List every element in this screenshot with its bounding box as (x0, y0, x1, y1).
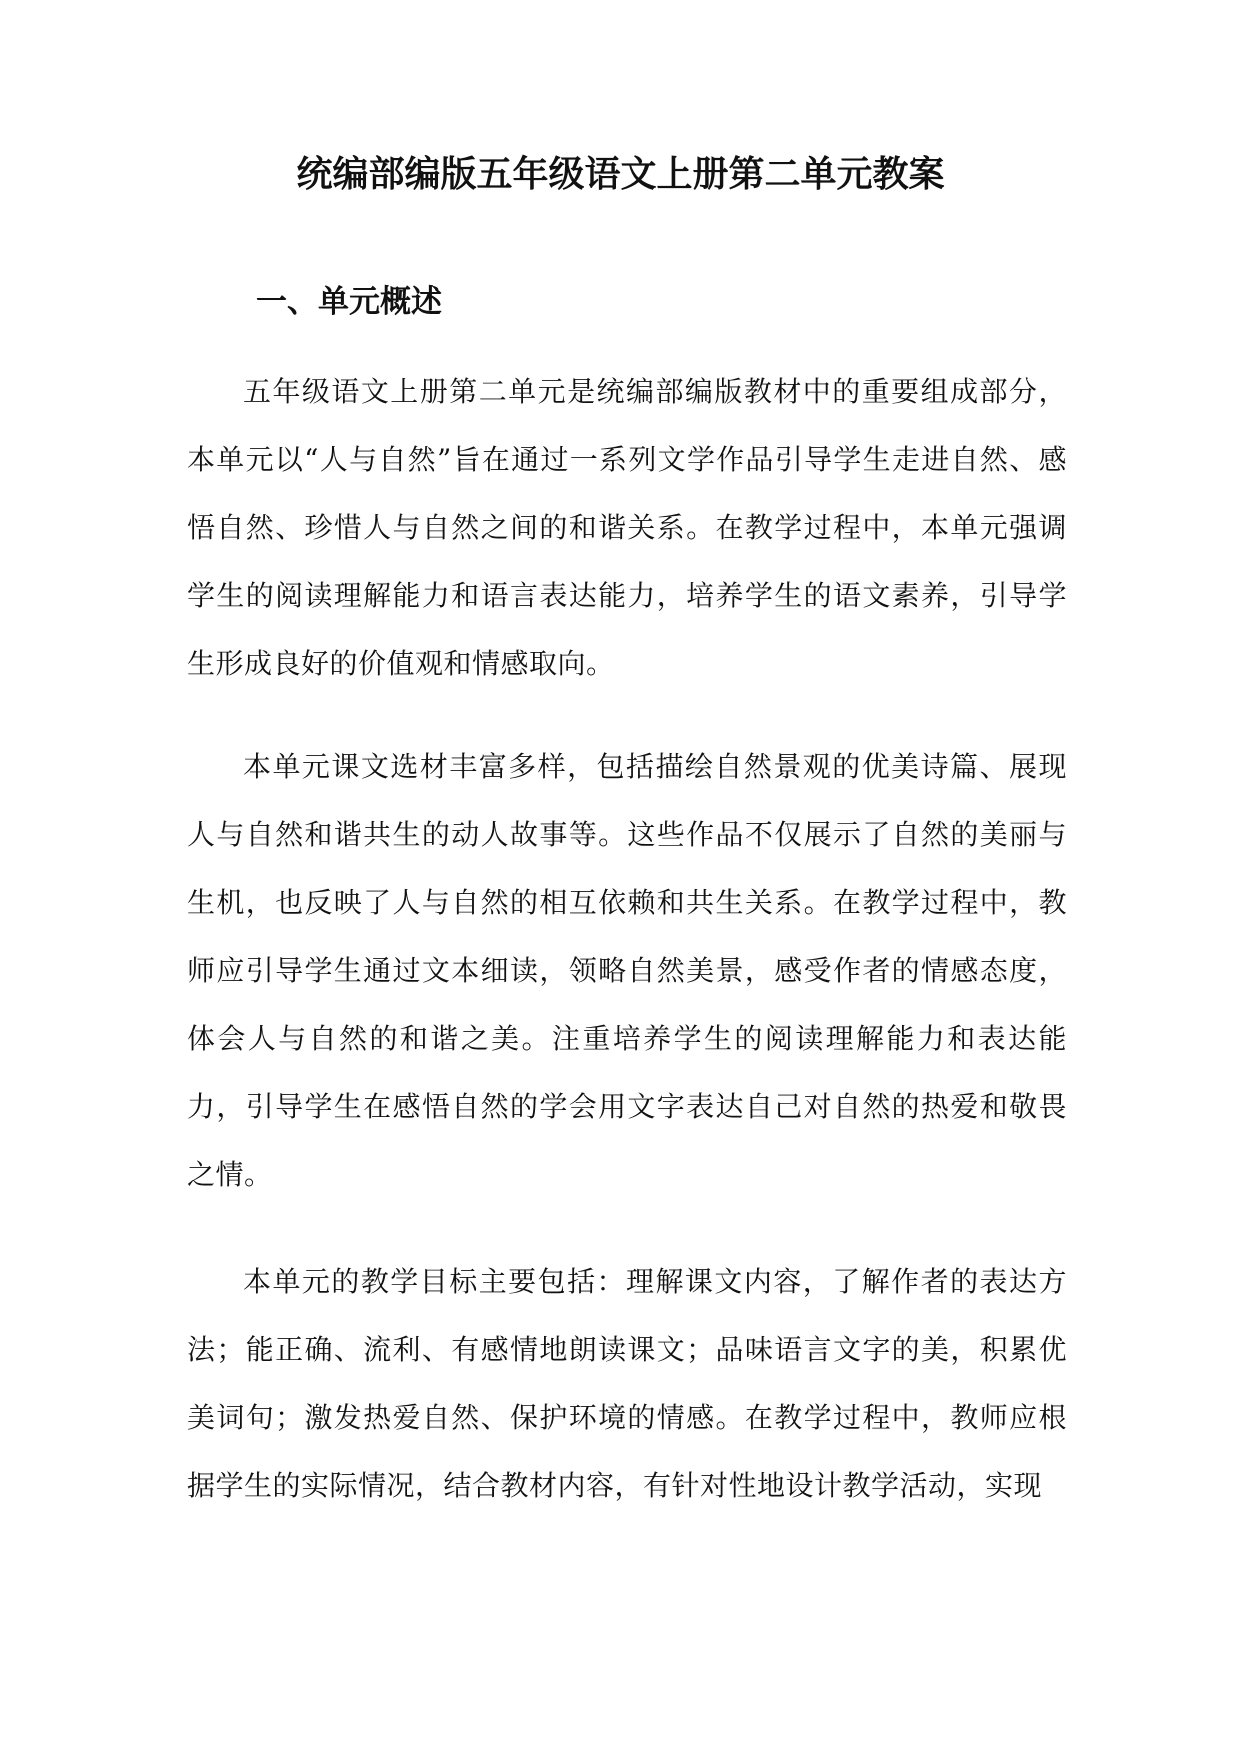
body-paragraph: 五年级语文上册第二单元是统编部编版教材中的重要组成部分，本单元以“人与自然”旨在通过一系列文学作品引导学生走进自然、感悟自然、珍惜人与自然之间的和谐关系。在教学过程中，本单元强调学生的阅读理解能力和语言表达能力，培养学生的语文素养，引导学生形成良好的价值观和情感取向。 (187, 375, 1067, 680)
document-title: 统编部编版五年级语文上册第二单元教案 (296, 154, 945, 195)
body-paragraph: 本单元课文选材丰富多样，包括描绘自然景观的优美诗篇、展现人与自然和谐共生的动人故事等。这些作品不仅展示了自然的美丽与生机，也反映了人与自然的相互依赖和共生关系。在教学过程中，教师应引导学生通过文本细读，领略自然美景，感受作者的情感态度，体会人与自然的和谐之美。注重培养学生的阅读理解能力和表达能力，引导学生在感悟自然的学会用文字表达自己对自然的热爱和敬畏之情。 (187, 750, 1067, 1191)
body-paragraph: 本单元的教学目标主要包括：理解课文内容，了解作者的表达方法；能正确、流利、有感情地朗读课文；品味语言文字的美，积累优美词句；激发热爱自然、保护环境的情感。在教学过程中，教师应根据学生的实际情况，结合教材内容，有针对性地设计教学活动，实现 (187, 1265, 1067, 1502)
section-heading: 一、单元概述 (256, 284, 442, 320)
